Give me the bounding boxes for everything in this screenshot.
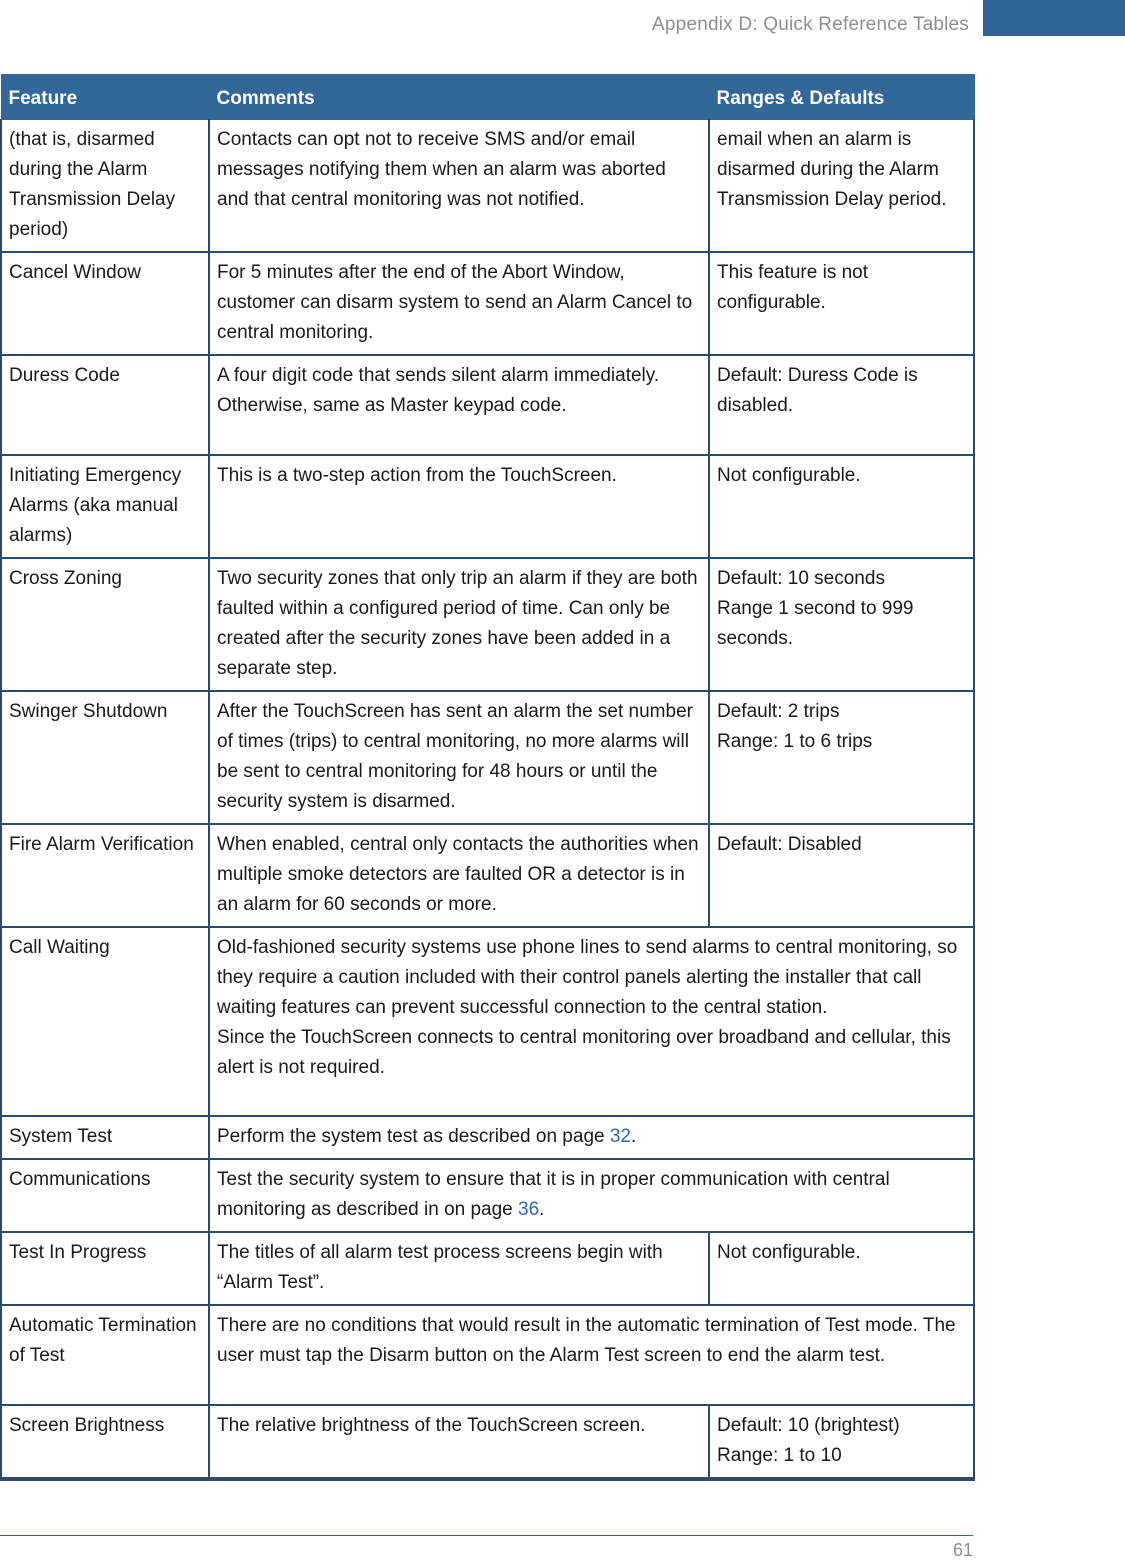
feature-cell: Duress Code — [1, 355, 209, 455]
table-row — [1, 355, 974, 455]
feature-cell: Call Waiting — [1, 927, 209, 1116]
ranges-cell: This feature is not configurable. — [709, 252, 974, 355]
comments-cell: The relative brightness of the TouchScreen screen. — [209, 1405, 709, 1479]
table-row — [1, 120, 974, 253]
ranges-cell: Not configurable. — [709, 455, 974, 558]
table-row — [1, 252, 974, 355]
comments-cell — [209, 1159, 974, 1232]
column-header-feature: Feature — [1, 75, 209, 120]
comments-cell: The titles of all alarm test process screens begin with “Alarm Test”. — [209, 1232, 709, 1305]
feature-cell: Screen Brightness — [1, 1405, 209, 1479]
comments-cell: When enabled, central only contacts the authorities when multiple smoke detectors are faulted OR a detector is in an alarm for 60 seconds or more. — [209, 824, 709, 927]
table-row — [1, 1232, 974, 1305]
comments-cell: A four digit code that sends silent alarm immediately. Otherwise, same as Master keypad code. — [209, 355, 709, 455]
ranges-cell — [709, 558, 974, 691]
comments-cell: Two security zones that only trip an alarm if they are both faulted within a configured period of time. Can only be created after the security zones have been added in a separate step. — [209, 558, 709, 691]
comments-paragraph: Since the TouchScreen connects to central monitoring over broadband and cellular, this alert is not required. — [217, 1027, 951, 1078]
comments-cell — [209, 927, 974, 1116]
ranges-range: Range: 1 to 10 — [717, 1445, 842, 1466]
feature-cell: Swinger Shutdown — [1, 691, 209, 824]
table-row — [1, 1305, 974, 1405]
footer-divider — [0, 1535, 973, 1536]
ranges-cell: Default: Disabled — [709, 824, 974, 927]
table-row — [1, 558, 974, 691]
table-row — [1, 1405, 974, 1479]
comments-paragraph: Old-fashioned security systems use phone lines to send alarms to central monitoring, so they require a caution included with their control panels alerting the installer that call waiting features can prevent successful connection to the central station. — [217, 937, 958, 1018]
feature-cell: Cancel Window — [1, 252, 209, 355]
comments-cell: After the TouchScreen has sent an alarm the set number of times (trips) to central monitoring, no more alarms will be sent to central monitoring for 48 hours or until the security system is disarmed. — [209, 691, 709, 824]
ranges-cell — [709, 1405, 974, 1479]
table-row — [1, 824, 974, 927]
comments-text: Perform the system test as described on page — [217, 1126, 610, 1147]
feature-cell: Fire Alarm Verification — [1, 824, 209, 927]
feature-cell: Test In Progress — [1, 1232, 209, 1305]
header-color-block — [983, 0, 1125, 36]
comments-text-end: . — [539, 1199, 545, 1220]
column-header-ranges: Ranges & Defaults — [709, 75, 974, 120]
ranges-default: Default: 2 trips — [717, 701, 840, 722]
table-row — [1, 1159, 974, 1232]
comments-text: Test the security system to ensure that it is in proper communication with central monitoring as described in on page — [217, 1169, 890, 1220]
ranges-default: Default: 10 (brightest) — [717, 1415, 900, 1436]
running-header: Appendix D: Quick Reference Tables — [652, 14, 969, 35]
comments-cell: There are no conditions that would result in the automatic termination of Test mode. The user must tap the Disarm button on the Alarm Test screen to end the alarm test. — [209, 1305, 974, 1405]
page-link[interactable]: 36 — [518, 1199, 540, 1220]
quick-reference-table — [0, 74, 975, 1481]
feature-cell: (that is, disarmed during the Alarm Transmission Delay period) — [1, 120, 209, 253]
ranges-cell: Not configurable. — [709, 1232, 974, 1305]
table-row — [1, 927, 974, 1116]
comments-cell — [209, 1116, 974, 1159]
ranges-cell: email when an alarm is disarmed during the Alarm Transmission Delay period. — [709, 120, 974, 253]
feature-cell: System Test — [1, 1116, 209, 1159]
table-row — [1, 691, 974, 824]
comments-text-end: . — [631, 1126, 637, 1147]
comments-cell: This is a two-step action from the TouchScreen. — [209, 455, 709, 558]
page-number: 61 — [952, 1540, 973, 1560]
feature-cell: Initiating Emergency Alarms (aka manual alarms) — [1, 455, 209, 558]
column-header-comments: Comments — [209, 75, 709, 120]
comments-cell: Contacts can opt not to receive SMS and/or email messages notifying them when an alarm was aborted and that central monitoring was not notified. — [209, 120, 709, 253]
table-row — [1, 455, 974, 558]
ranges-range: Range 1 second to 999 seconds. — [717, 598, 914, 649]
ranges-default: Default: 10 seconds — [717, 568, 885, 589]
table-header-row — [1, 75, 974, 120]
table-row — [1, 1116, 974, 1159]
ranges-cell — [709, 691, 974, 824]
feature-cell: Communications — [1, 1159, 209, 1232]
ranges-range: Range: 1 to 6 trips — [717, 731, 873, 752]
comments-cell: For 5 minutes after the end of the Abort Window, customer can disarm system to send an Alarm Cancel to central monitoring. — [209, 252, 709, 355]
page-link[interactable]: 32 — [609, 1126, 631, 1147]
feature-cell: Cross Zoning — [1, 558, 209, 691]
ranges-cell: Default: Duress Code is disabled. — [709, 355, 974, 455]
feature-cell: Automatic Termination of Test — [1, 1305, 209, 1405]
